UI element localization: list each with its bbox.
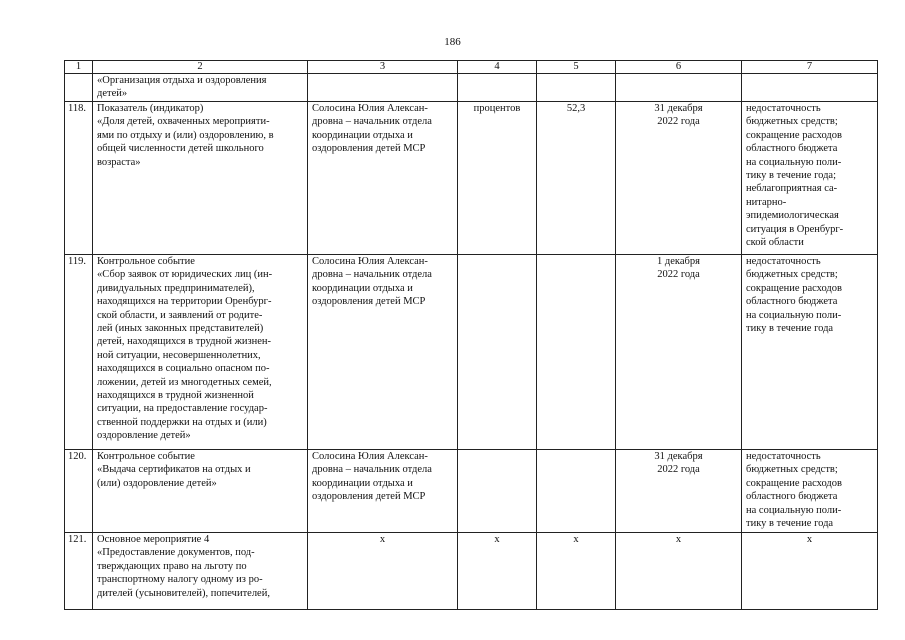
column-header: 3 [308, 61, 458, 74]
row-number [65, 74, 93, 102]
row-responsible: х [308, 533, 458, 610]
row-value [537, 255, 616, 450]
row-number: 121. [65, 533, 93, 610]
row-number: 120. [65, 450, 93, 533]
row-deadline: 31 декабря 2022 года [616, 102, 742, 255]
row-risks: недостаточность бюджетных средств; сокращение расходов областного бюджета на социальную поли- тику в течение года; неблагоприятная са- нитарно- эпидемиологическая ситуация в Оренбург- ской области [742, 102, 878, 255]
row-responsible: Солосина Юлия Алексан- дровна – начальник отдела координации отдыха и оздоровления детей МСР [308, 102, 458, 255]
row-unit [458, 255, 537, 450]
row-name: Контрольное событие «Выдача сертификатов на отдых и (или) оздоровление детей» [93, 450, 308, 533]
row-deadline: 31 декабря 2022 года [616, 450, 742, 533]
row-number: 119. [65, 255, 93, 450]
table-row [65, 450, 878, 533]
column-header: 6 [616, 61, 742, 74]
column-header: 4 [458, 61, 537, 74]
column-header: 1 [65, 61, 93, 74]
row-name: «Организация отдыха и оздоровления детей» [93, 74, 308, 102]
row-responsible: Солосина Юлия Алексан- дровна – начальник отдела координации отдыха и оздоровления детей МСР [308, 255, 458, 450]
page-number: 186 [444, 36, 461, 48]
row-responsible: Солосина Юлия Алексан- дровна – начальник отдела координации отдыха и оздоровления детей МСР [308, 450, 458, 533]
row-number: 118. [65, 102, 93, 255]
row-unit [458, 450, 537, 533]
table-row [65, 102, 878, 255]
row-value: х [537, 533, 616, 610]
row-unit: х [458, 533, 537, 610]
column-header: 7 [742, 61, 878, 74]
row-responsible [308, 74, 458, 102]
row-risks: х [742, 533, 878, 610]
plan-table [64, 60, 878, 610]
column-header: 2 [93, 61, 308, 74]
table-row [65, 533, 878, 610]
row-name: Основное мероприятие 4 «Предоставление документов, под- тверждающих право на льготу по транспортному налогу одному из ро- дителей (усыновителей), попечителей, [93, 533, 308, 610]
row-name: Показатель (индикатор) «Доля детей, охваченных мероприяти- ями по отдыху и (или) оздоровлению, в общей численности детей школьного возраста» [93, 102, 308, 255]
row-risks [742, 74, 878, 102]
row-name: Контрольное событие «Сбор заявок от юридических лиц (ин- дивидуальных предпринимателей), находящихся на территории Оренбург- ской области, и заявлений от родите- лей (иных законных представителей) детей, находящихся в трудной жизнен- ной ситуации, несовершеннолетних, находящихся в социально опасном по- ложении, детей из многодетных семей, находящихся в трудной жизненной ситуации, на предоставление государ- ственной поддержки на отдых и (или) оздоровление детей» [93, 255, 308, 450]
column-header: 5 [537, 61, 616, 74]
row-value [537, 450, 616, 533]
row-unit: процентов [458, 102, 537, 255]
row-value [537, 74, 616, 102]
row-unit [458, 74, 537, 102]
column-number-row [65, 61, 878, 74]
row-deadline: х [616, 533, 742, 610]
table-row [65, 74, 878, 102]
row-value: 52,3 [537, 102, 616, 255]
row-deadline [616, 74, 742, 102]
row-deadline: 1 декабря 2022 года [616, 255, 742, 450]
row-risks: недостаточность бюджетных средств; сокращение расходов областного бюджета на социальную поли- тику в течение года [742, 450, 878, 533]
table-row [65, 255, 878, 450]
row-risks: недостаточность бюджетных средств; сокращение расходов областного бюджета на социальную поли- тику в течение года [742, 255, 878, 450]
